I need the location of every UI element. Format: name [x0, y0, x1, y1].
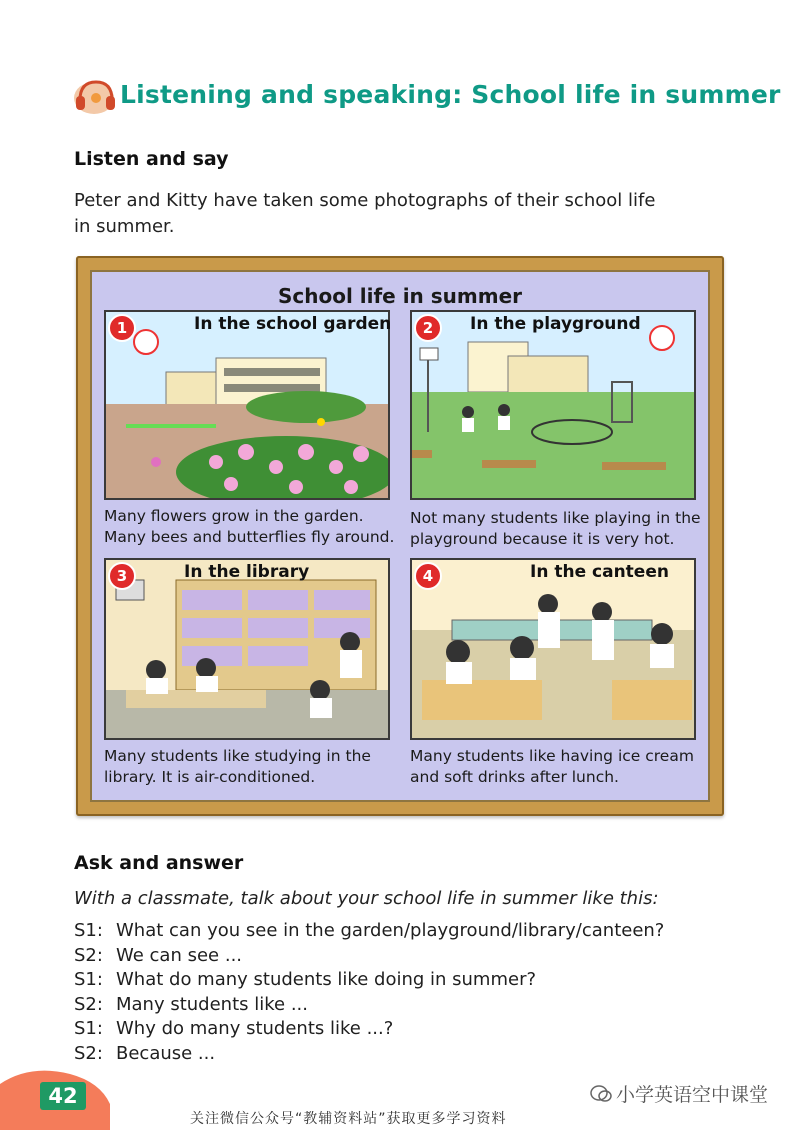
- panel-caption-library: Many students like studying in the library. It is air-conditioned.: [104, 747, 371, 786]
- dialogue-line: [74, 1043, 714, 1068]
- speaker: S2:: [74, 993, 103, 1015]
- ask-heading: Ask and answer: [74, 852, 244, 874]
- board-inner: [90, 270, 710, 802]
- dialogue-line: [74, 994, 714, 1019]
- speaker: S2:: [74, 944, 103, 966]
- panel-number-1: 1: [108, 314, 136, 342]
- canteen-illustration: [410, 558, 696, 740]
- listen-intro: Peter and Kitty have taken some photographs of their school life in summer.: [74, 190, 656, 237]
- line-text: What do many students like doing in summer?: [116, 969, 537, 990]
- panel-title-canteen: In the canteen: [530, 562, 669, 582]
- photo-board: [76, 256, 724, 816]
- line-text: What can you see in the garden/playground/library/canteen?: [116, 920, 665, 941]
- wechat-icon: [590, 1084, 612, 1104]
- panel-title-garden: In the school garden: [194, 314, 392, 334]
- line-text: Why do many students like ...?: [116, 1018, 394, 1039]
- dialogue-line: [74, 920, 714, 945]
- panel-caption-garden: Many flowers grow in the garden. Many bees and butterflies fly around.: [104, 507, 395, 546]
- footer-note: 关注微信公众号“教辅资料站”获取更多学习资料: [190, 1111, 507, 1127]
- section-title: Listening and speaking: School life in summer: [120, 80, 781, 109]
- wechat-label: [590, 1080, 768, 1107]
- garden-illustration: [104, 310, 390, 500]
- speaker: S1:: [74, 920, 103, 941]
- ask-instruction: With a classmate, talk about your school life in summer like this:: [74, 888, 659, 909]
- dialogue-line: [74, 945, 714, 970]
- line-text: We can see ...: [116, 944, 243, 966]
- dialogue-line: [74, 969, 714, 994]
- panel-number-2: 2: [414, 314, 442, 342]
- headphones-icon: [72, 76, 116, 116]
- page-number: 42: [40, 1082, 86, 1110]
- listen-heading: Listen and say: [74, 148, 229, 170]
- panel-caption-playground: Not many students like playing in the playground because it is very hot.: [410, 509, 701, 548]
- panel-number-4: 4: [414, 562, 442, 590]
- dialogue: [74, 920, 714, 1067]
- speaker: S2:: [74, 1042, 103, 1064]
- panel-caption-canteen: Many students like having ice cream and soft drinks after lunch.: [410, 747, 694, 786]
- line-text: Many students like ...: [116, 993, 308, 1015]
- speaker: S1:: [74, 1018, 103, 1039]
- panel-number-3: 3: [108, 562, 136, 590]
- panel-title-playground: In the playground: [470, 314, 641, 334]
- panel-title-library: In the library: [184, 562, 310, 582]
- playground-illustration: [410, 310, 696, 500]
- library-illustration: [104, 558, 390, 740]
- board-title: School life in summer: [277, 284, 523, 308]
- section-header: [72, 70, 781, 122]
- dialogue-line: [74, 1018, 714, 1043]
- wechat-account: 小学英语空中课堂: [616, 1084, 769, 1106]
- line-text: Because ...: [116, 1042, 216, 1064]
- speaker: S1:: [74, 969, 103, 990]
